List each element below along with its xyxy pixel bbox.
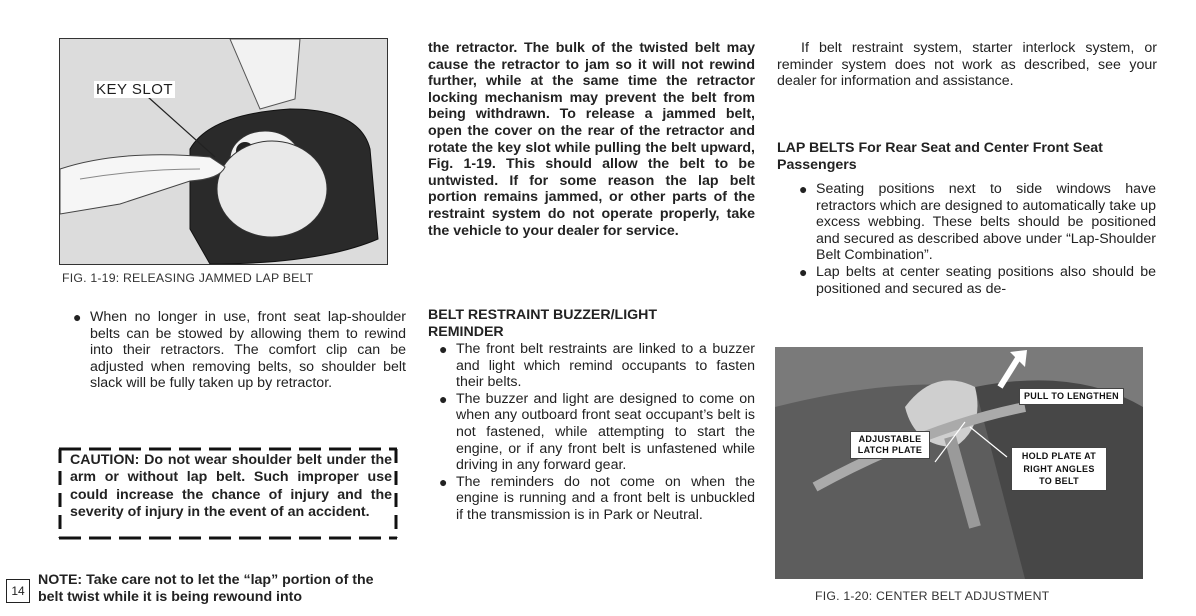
list-item: ● When no longer in use, front seat lap-shoulder belts can be stowed by allowing them to rewind into their retractors. The comfort clip can be adjusted when removing belts, so shoulder belt slack will be fully taken up by retractor.: [73, 309, 406, 392]
note-text: NOTE: Take care not to let the “lap” portion of the belt twist while it is being rewound into: [38, 572, 374, 605]
list-item: ● Seating positions next to side windows have retractors which are designed to automatically take up excess webbing. These belts should be positioned and secured as described above under “Lap-Shoulder Belt Combination”.: [799, 181, 1156, 264]
figure-1-19-caption: FIG. 1-19: RELEASING JAMMED LAP BELT: [62, 271, 314, 285]
bullet-icon: ●: [439, 341, 448, 357]
retractor-illustration: [60, 39, 387, 264]
bullet-icon: ●: [799, 181, 808, 197]
caution-box: [56, 445, 400, 542]
key-slot-label: KEY SLOT: [96, 81, 174, 98]
bullet-icon: ●: [799, 263, 808, 280]
list-item: ● Lap belts at center seating positions also should be positioned and secured as de-: [799, 263, 1156, 297]
list-item: ● The front belt restraints are linked to a buzzer and light which remind occupants to fasten their belts.: [439, 341, 755, 391]
bullet-icon: ●: [73, 309, 82, 325]
bullet-icon: ●: [439, 390, 448, 407]
caution-text: CAUTION: Do not wear shoulder belt under the arm or without lap belt. Such improper use could increase the chance of injury and the severity of injury in the event of an accident.: [70, 452, 392, 520]
adjustable-latch-plate-label: ADJUSTABLE LATCH PLATE: [850, 431, 930, 459]
intro-paragraph: If belt restraint system, starter interlock system, or reminder system does not work as described, see your dealer for information and assistance.: [777, 40, 1157, 90]
page-number: 14: [6, 579, 30, 603]
list-item: ● The reminders do not come on when the engine is running and a front belt is unbuckled if the transmission is in Park or Neutral.: [439, 473, 755, 523]
continuation-paragraph: the retractor. The bulk of the twisted belt may cause the retractor to jam so it will not rewind further, while at the same time the retractor locking mechanism may prevent the belt from being withdrawn. To release a jammed belt, open the cover on the rear of the retractor and rotate the key slot while pulling the belt upward, Fig. 1-19. This should allow the belt to be untwisted. If for some reason the lap belt portion remains jammed, or other parts of the restraint system do not operate properly, take the vehicle to your dealer for service.: [428, 40, 755, 239]
pull-to-lengthen-label: PULL TO LENGTHEN: [1019, 388, 1124, 405]
left-bullet-list: [73, 309, 406, 392]
lap-belts-bullet-list: [799, 181, 1156, 297]
list-item: ● The buzzer and light are designed to come on when any outboard front seat occupant’s belt is not fastened, while attempting to start the engine, or if any front belt is unfastened while driving in any forward gear.: [439, 390, 755, 474]
figure-1-20-image: [775, 347, 1143, 579]
bullet-icon: ●: [439, 473, 448, 490]
lap-belts-heading: LAP BELTS For Rear Seat and Center Front Seat Passengers: [777, 140, 1103, 173]
buzzer-bullet-list: [439, 341, 755, 524]
hold-plate-label: HOLD PLATE AT RIGHT ANGLES TO BELT: [1011, 447, 1107, 491]
figure-1-20-caption: FIG. 1-20: CENTER BELT ADJUSTMENT: [815, 589, 1050, 603]
figure-1-19-image: [59, 38, 388, 265]
buzzer-heading: BELT RESTRAINT BUZZER/LIGHT REMINDER: [428, 307, 658, 340]
